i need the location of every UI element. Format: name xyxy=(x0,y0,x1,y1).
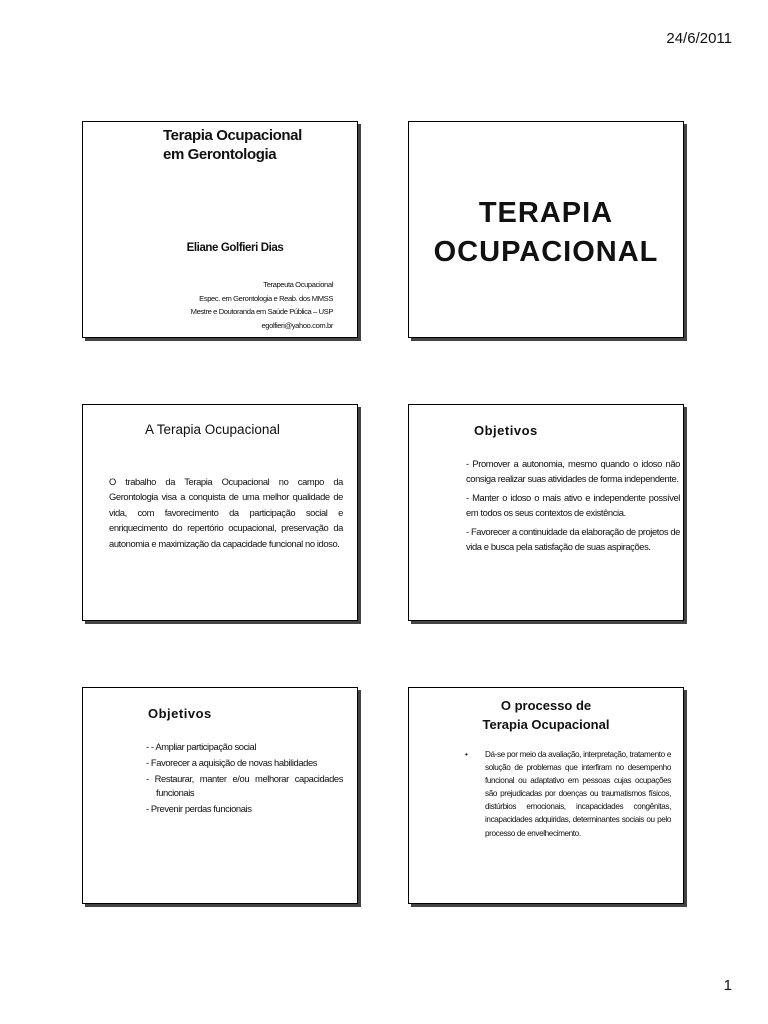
slide-big-title xyxy=(409,194,683,272)
slide-title-line1: Terapia Ocupacional xyxy=(163,127,302,144)
page-number: 1 xyxy=(723,977,732,994)
info-email: egolfieri@yahoo.com.br xyxy=(261,320,333,330)
slide-paragraph: O trabalho da Terapia Ocupacional no campo da Gerontologia visa a conquista de uma melhor qualidade de vida, com favorecimento da participação social e enriquecimento do repertório ocupacional, preservação da autonomia e maximização da capacidade funcional no idoso. xyxy=(109,476,343,549)
list-item: - - Ampliar participação social xyxy=(146,741,257,752)
list-item: - Favorecer a continuidade da elaboração de projetos de vida e busca pela satisfação de suas aspirações. xyxy=(466,525,680,553)
info-line: Espec. em Gerontologia e Reab. dos MMSS xyxy=(199,293,333,303)
big-title-line1: TERAPIA xyxy=(478,197,614,229)
objectives-list xyxy=(466,456,680,557)
author-name: Eliane Golfieri Dias xyxy=(186,242,284,254)
info-line: Terapeuta Ocupacional xyxy=(263,280,333,289)
slide-heading xyxy=(409,696,683,734)
slide-heading: Objetivos xyxy=(148,706,212,721)
list-item: - Manter o idoso o mais ativo e independente possível em todos os seus contextos de existência. xyxy=(466,491,680,519)
bullet-icon: • xyxy=(465,750,468,759)
heading-line2: Terapia Ocupacional xyxy=(482,717,610,732)
heading-line1: O processo de xyxy=(500,698,592,713)
slide-body xyxy=(465,748,671,840)
slide-heading: Objetivos xyxy=(474,423,538,438)
list-item: - Prevenir perdas funcionais xyxy=(146,803,252,814)
slide-heading: A Terapia Ocupacional xyxy=(145,422,280,437)
date-header: 24/6/2011 xyxy=(666,30,732,47)
big-title-line2: OCUPACIONAL xyxy=(433,236,659,268)
author-info xyxy=(191,278,333,332)
slide-title-line2: em Gerontologia xyxy=(163,146,277,163)
list-item: - Restaurar, manter e/ou melhorar capacidades funcionais xyxy=(146,773,343,798)
body-text: Dá-se por meio da avaliação, interpretação, tratamento e solução de problemas que interfiram no desempenho funcional ou adaptativo em pessoas cujas ocupações são prejudicadas por doenças ou traumatismos físicos, distúrbios emocionais, incapacidades congênitas, incapacidades adquiridas, determinantes sociais ou pelo processo de envelhecimento. xyxy=(485,750,671,838)
slide-a-terapia-ocupacional xyxy=(82,404,358,621)
slide-objetivos-2 xyxy=(82,687,358,904)
list-item: - Promover a autonomia, mesmo quando o idoso não consiga realizar suas atividades de forma independente. xyxy=(466,458,680,485)
slide-title xyxy=(163,126,302,164)
slide-terapia-ocupacional xyxy=(408,121,684,338)
objectives-list xyxy=(146,740,343,818)
list-item: - Favorecer a aquisição de novas habilidades xyxy=(146,757,318,768)
slide-processo-terapia xyxy=(408,687,684,904)
slide-objetivos-1 xyxy=(408,404,684,621)
info-line: Mestre e Doutoranda em Saúde Pública – USP xyxy=(190,307,333,316)
slide-title-gerontologia xyxy=(82,121,358,338)
